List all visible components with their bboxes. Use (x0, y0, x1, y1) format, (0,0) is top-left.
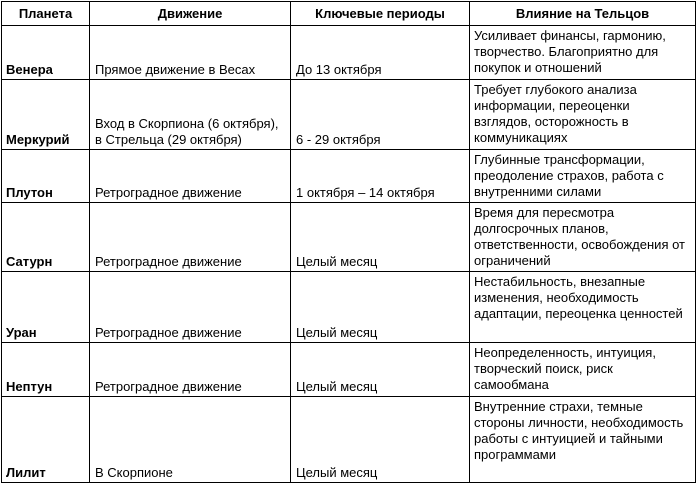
header-period: Ключевые периоды (291, 2, 470, 26)
period-cell: До 13 октября (291, 26, 470, 80)
motion-cell: Вход в Скорпиона (6 октября), в Стрельца (29 октября) (90, 80, 291, 150)
planet-cell: Меркурий (2, 80, 90, 150)
period-cell: 1 октября – 14 октября (291, 150, 470, 203)
effect-cell: Усиливает финансы, гармонию, творчество. Благоприятно для покупок и отношений (470, 26, 696, 80)
planet-influence-table-container (1, 1, 696, 483)
table-row (2, 203, 696, 272)
table-row (2, 26, 696, 80)
effect-cell: Нестабильность, внезапные изменения, необходимость адаптации, переоценка ценностей (470, 272, 696, 343)
planet-cell: Венера (2, 26, 90, 80)
planet-cell: Нептун (2, 343, 90, 397)
header-row (2, 2, 696, 26)
planet-cell: Плутон (2, 150, 90, 203)
period-cell: Целый месяц (291, 203, 470, 272)
header-motion: Движение (90, 2, 291, 26)
table-row (2, 80, 696, 150)
period-cell: Целый месяц (291, 343, 470, 397)
effect-cell: Время для пересмотра долгосрочных планов, ответственности, освобождения от ограничений (470, 203, 696, 272)
planet-cell: Лилит (2, 397, 90, 483)
motion-cell: В Скорпионе (90, 397, 291, 483)
effect-cell: Неопределенность, интуиция, творческий поиск, риск самообмана (470, 343, 696, 397)
motion-cell: Ретроградное движение (90, 343, 291, 397)
motion-cell: Прямое движение в Весах (90, 26, 291, 80)
effect-cell: Требует глубокого анализа информации, переоценки взглядов, осторожность в коммуникациях (470, 80, 696, 150)
table-row (2, 397, 696, 483)
effect-cell: Глубинные трансформации, преодоление страхов, работа с внутренними силами (470, 150, 696, 203)
table-header (2, 2, 696, 26)
period-cell: Целый месяц (291, 272, 470, 343)
table-row (2, 272, 696, 343)
table-body (2, 26, 696, 483)
header-effect: Влияние на Тельцов (470, 2, 696, 26)
period-cell: Целый месяц (291, 397, 470, 483)
period-cell: 6 - 29 октября (291, 80, 470, 150)
effect-cell: Внутренние страхи, темные стороны личности, необходимость работы с интуицией и тайными программами (470, 397, 696, 483)
table-row (2, 343, 696, 397)
header-planet: Планета (2, 2, 90, 26)
motion-cell: Ретроградное движение (90, 150, 291, 203)
planet-cell: Сатурн (2, 203, 90, 272)
planet-cell: Уран (2, 272, 90, 343)
planet-influence-table (1, 1, 696, 483)
table-row (2, 150, 696, 203)
motion-cell: Ретроградное движение (90, 272, 291, 343)
motion-cell: Ретроградное движение (90, 203, 291, 272)
